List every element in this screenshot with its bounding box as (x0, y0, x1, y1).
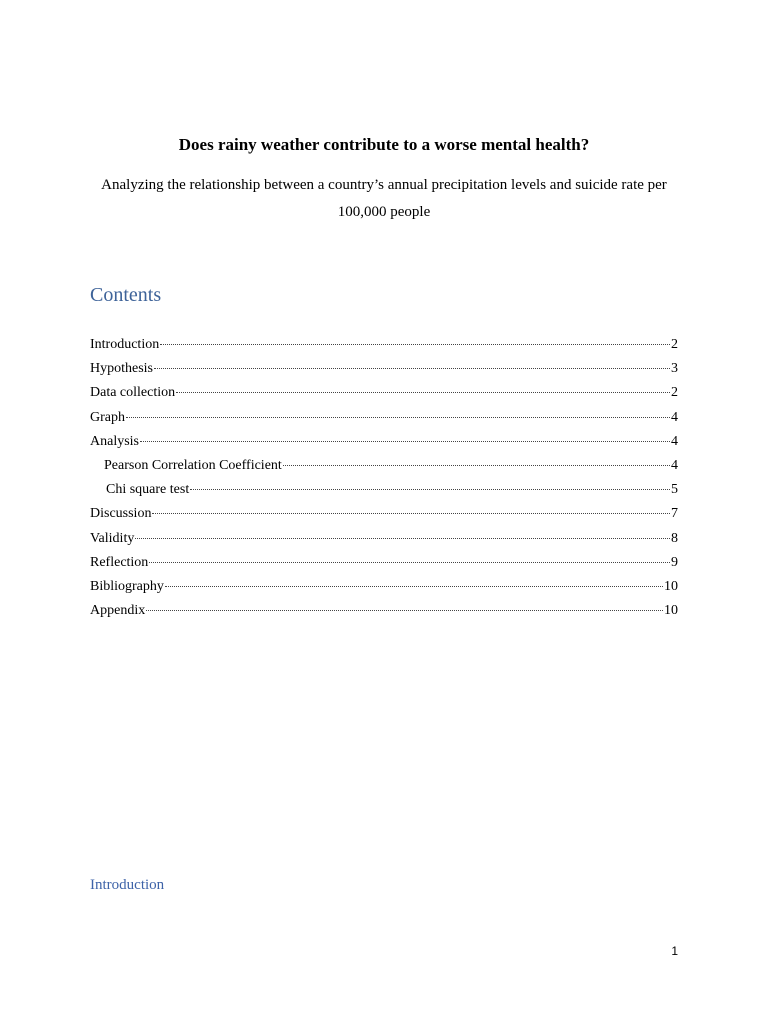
toc-entry-label: Hypothesis (90, 361, 153, 377)
toc-entry-label: Introduction (90, 337, 160, 352)
toc-entry-hypothesis[interactable] (90, 357, 678, 381)
toc-dot-leader (176, 392, 670, 393)
toc-entry-page: 9 (671, 554, 678, 570)
toc-dot-leader (135, 538, 670, 539)
toc-dot-leader (165, 586, 663, 587)
toc-entry-page: 10 (664, 578, 678, 594)
section-heading-introduction: Introduction (90, 877, 165, 893)
toc-entry-page: 7 (671, 506, 678, 522)
toc-entry-page: 8 (671, 530, 678, 546)
toc-dot-leader (160, 344, 670, 345)
toc-dot-leader (190, 489, 670, 490)
toc-entry-label: Bibliography (90, 578, 164, 594)
toc-entry-label: Graph (90, 409, 125, 425)
toc-dot-leader (152, 513, 670, 514)
toc-entry-page: 4 (671, 457, 678, 473)
toc-entry-page: 5 (671, 482, 678, 498)
toc-entry-label: Analysis (90, 433, 139, 449)
toc-dot-leader (149, 562, 670, 563)
document-title: Does rainy weather contribute to a worse mental health? (178, 135, 590, 154)
toc-dot-leader (146, 610, 663, 611)
contents-heading: Contents (90, 284, 162, 306)
toc-entry-discussion[interactable] (90, 502, 678, 526)
toc-dot-leader (154, 368, 670, 369)
toc-entry-page: 2 (671, 385, 678, 401)
toc-entry-page: 4 (671, 409, 678, 425)
toc-entry-label: Chi square test (106, 482, 190, 498)
toc-entry-pearson-correlation[interactable] (90, 454, 678, 478)
toc-entry-reflection[interactable] (90, 551, 678, 575)
toc-dot-leader (283, 465, 670, 466)
toc-entry-introduction[interactable] (90, 333, 678, 357)
toc-entry-data-collection[interactable] (90, 381, 678, 405)
toc-entry-label: Pearson Correlation Coefficient (104, 457, 282, 473)
toc-entry-label: Reflection (90, 554, 149, 570)
toc-dot-leader (140, 441, 670, 442)
toc-entry-bibliography[interactable] (90, 575, 678, 599)
toc-entry-label: Validity (90, 530, 135, 546)
toc-entry-appendix[interactable] (90, 599, 678, 623)
toc-entry-analysis[interactable] (90, 430, 678, 454)
toc-entry-page: 4 (671, 433, 678, 449)
toc-entry-page: 10 (664, 603, 678, 619)
table-of-contents (90, 333, 678, 623)
document-subtitle: Analyzing the relationship between a country’s annual precipitation levels and suicide rate per 100,000 people (101, 177, 667, 220)
toc-entry-graph[interactable] (90, 406, 678, 430)
toc-entry-page: 2 (671, 337, 678, 352)
toc-entry-validity[interactable] (90, 527, 678, 551)
page-number: 1 (671, 944, 678, 958)
toc-dot-leader (126, 417, 670, 418)
toc-entry-label: Appendix (90, 603, 146, 619)
toc-entry-label: Data collection (90, 385, 176, 401)
toc-entry-chi-square-test[interactable] (90, 478, 678, 502)
toc-entry-label: Discussion (90, 506, 152, 522)
toc-entry-page: 3 (671, 361, 678, 377)
